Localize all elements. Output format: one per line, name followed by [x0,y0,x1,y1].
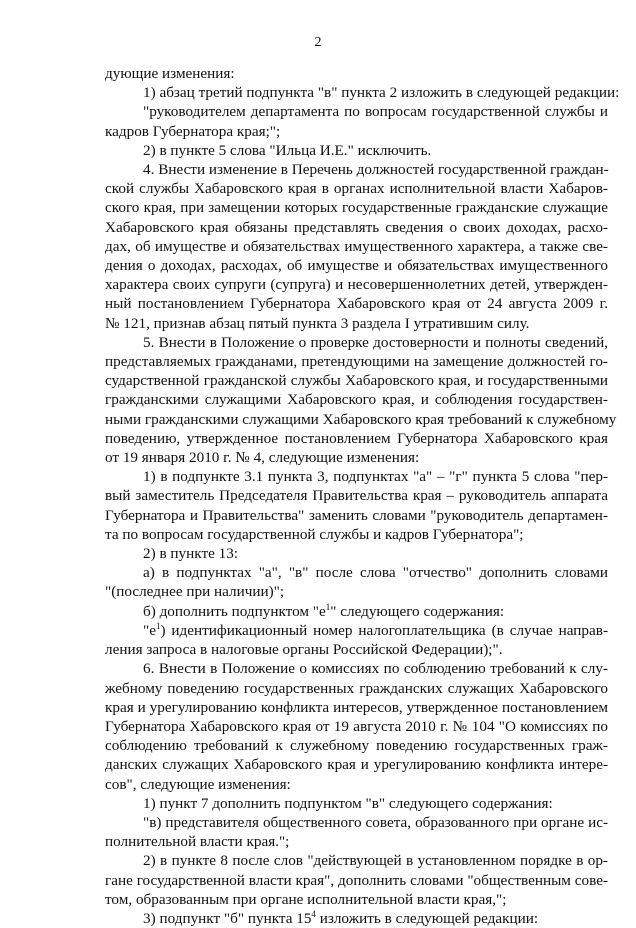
text-line: края и урегулированию конфликта интересов, утвержденное постановлением [105,698,608,716]
text-line: Хабаровского края обязаны представлять сведения о своих доходах, расхо- [105,218,608,236]
text-line: представляемых гражданами, претендующими на замещение должностей го- [105,353,608,371]
text-line: полнительной власти края."; [105,833,290,851]
text-line: ского края, при замещении которых государственные гражданские служащие [105,199,608,217]
text-segment: "е [143,621,156,639]
text-segment: 3) подпункт "б" пункта 15 [143,909,312,927]
text-line: № 121, признав абзац пятый пункта 3 раздела I утратившим силу. [105,314,530,332]
text-segment: " следующего содержания: [330,602,505,620]
text-line: данских служащих Хабаровского края и урегулированию конфликта интере- [105,756,608,774]
document-body [105,64,620,928]
superscript: 1 [155,620,161,631]
text-line: ления запроса в налоговые органы Российской Федерации);". [105,641,503,659]
text-line: 6. Внести в Положение о комиссиях по соблюдению требований к слу- [143,660,608,678]
text-line: 2) в пункте 8 после слов "действующей в установленном порядке в ор- [143,852,608,870]
page-number: 2 [314,35,322,50]
text-line: жебному поведению государственных гражданских служащих Хабаровского [105,679,608,697]
text-line: сударственной гражданской службы Хабаровского края, и государственными [105,372,608,390]
text-line [105,602,608,621]
text-segment: изложить в следующей редакции: [315,909,539,927]
text-line: сов", следующие изменения: [105,775,291,793]
text-line: 1) пункт 7 дополнить подпунктом "в" следующего содержания: [143,794,553,812]
superscript: 1 [325,601,331,612]
text-line: гане государственной власти края", дополнить словами "общественным сове- [105,871,608,889]
text-line: Губернатора Хабаровского края от 19 августа 2010 г. № 104 "О комиссиях по [105,717,608,735]
text-line: соблюдению требований к служебному поведению государственных граж- [105,737,608,755]
text-line: дах, об имуществе и обязательствах имущественного характера, а также све- [105,237,608,255]
text-segment: ) идентификационный номер налогоплательщика (в случае направ- [160,621,608,639]
text-line: Губернатора и Правительства" заменить словами "руководитель департамен- [105,506,608,524]
text-line: ными гражданскими служащими Хабаровского края требований к служебному [105,410,617,428]
text-line: дующие изменения: [105,65,235,82]
text-line: вый заместитель Председателя Правительства края – руководитель аппарата [105,487,608,505]
text-line: а) в подпунктах "а", "в" после слова "отчество" дополнить словами [143,564,608,582]
text-line: поведению, утвержденное постановлением Губернатора Хабаровского края [105,429,608,447]
text-line: 1) в подпункте 3.1 пункта 3, подпунктах "а" – "г" пункта 5 слова "пер- [143,468,608,486]
text-line: дения о доходах, расходах, об имуществе и обязательствах имущественного [105,257,608,275]
text-line: "(последнее при наличии)"; [105,583,285,601]
text-segment: б) дополнить подпунктом "е [143,602,326,620]
text-line: та по вопросам государственной службы и кадров Губернатора"; [105,525,524,543]
text-line [105,621,608,640]
text-line: характера своих супруги (супруга) и несовершеннолетних детей, утвержден- [105,276,608,294]
text-line: 2) в пункте 13: [143,545,239,563]
superscript: 4 [311,908,316,919]
text-line: том, образованным при органе исполнительной власти края,"; [105,890,507,908]
text-line: гражданскими служащими Хабаровского края, и соблюдения государствен- [105,391,608,409]
text-line: "в) представителя общественного совета, образованного при органе ис- [143,813,608,831]
text-line: 4. Внести изменение в Перечень должностей государственной граждан- [143,161,609,179]
text-line: кадров Губернатора края;"; [105,122,281,140]
text-line: 1) абзац третий подпункта "в" пункта 2 изложить в следующей редакции: [143,84,620,102]
text-line: 2) в пункте 5 слова "Ильца И.Е." исключить. [143,141,432,159]
text-line: 5. Внести в Положение о проверке достоверности и полноты сведений, [143,333,608,351]
text-line: ской службы Хабаровского края в органах исполнительной власти Хабаров- [105,180,608,198]
text-line: "руководителем департамента по вопросам государственной службы и [143,103,608,121]
text-line [105,909,608,928]
text-line: от 19 января 2010 г. № 4, следующие изменения: [105,449,420,467]
text-line: ный постановлением Губернатора Хабаровского края от 24 августа 2009 г. [105,295,608,313]
